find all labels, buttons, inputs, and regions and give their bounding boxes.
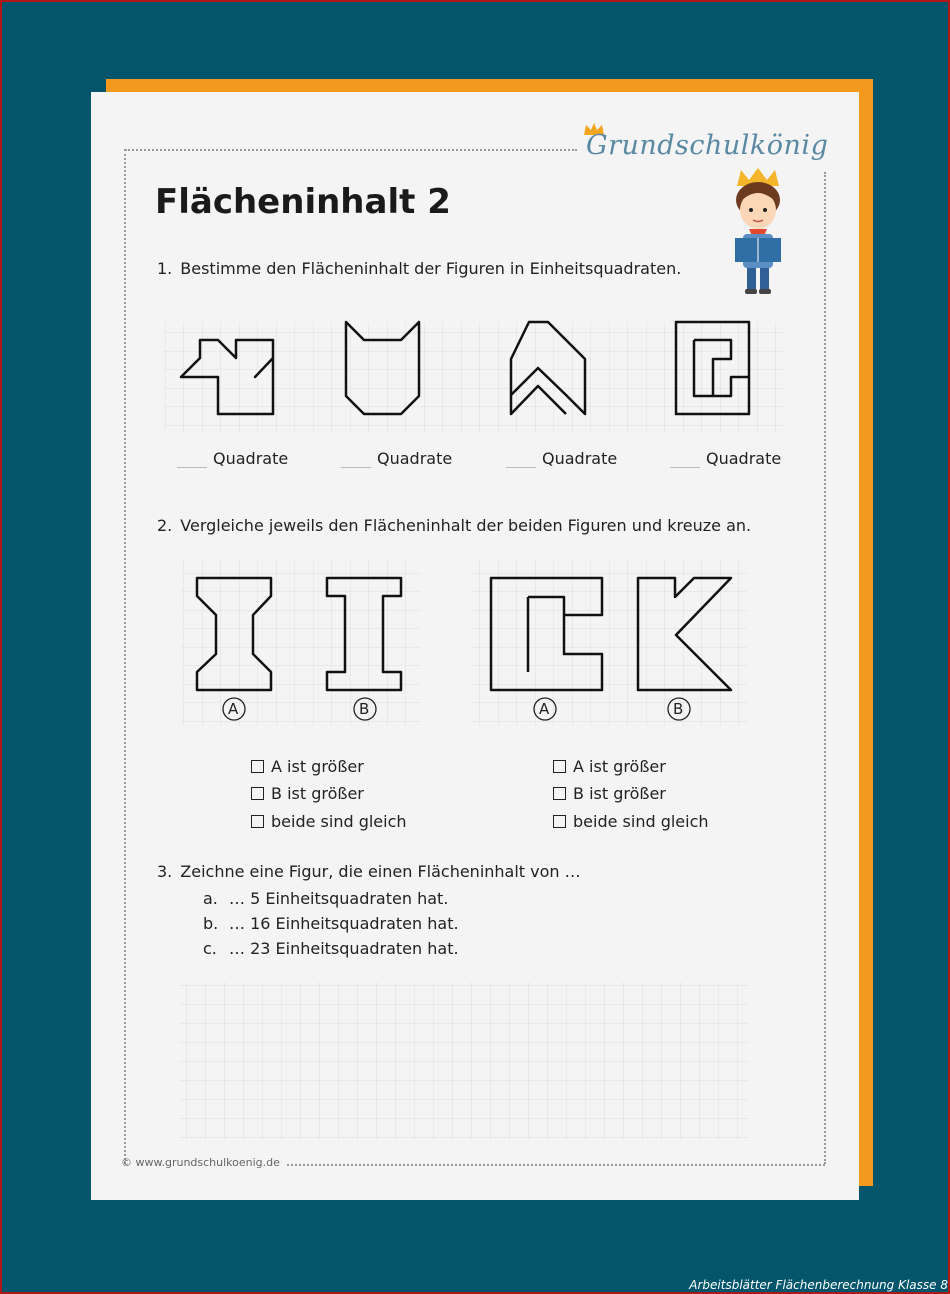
task-1-text: Bestimme den Flächeninhalt der Figuren in Einheitsquadraten. (180, 259, 682, 278)
task-1-number: 1. (157, 259, 173, 278)
task-2-number: 2. (157, 516, 173, 535)
brand-name: Grundschulkönig (586, 130, 829, 161)
task-3-item-b: b. … 16 Einheitsquadraten hat. (203, 914, 459, 933)
answer-label-4: Quadrate (706, 449, 782, 468)
pair-2-option-equal[interactable]: beide sind gleich (553, 812, 709, 831)
answer-label-3: Quadrate (542, 449, 618, 468)
task-3-text: Zeichne eine Figur, die einen Flächeninhalt von … (180, 862, 581, 881)
pair-1-option-b-bigger[interactable]: B ist größer (251, 784, 364, 803)
task-3-item-c: c. … 23 Einheitsquadraten hat. (203, 939, 459, 958)
footer-copyright: © www.grundschulkoenig.de (121, 1156, 280, 1169)
worksheet (91, 92, 859, 1200)
pair-2-option-a-bigger[interactable]: A ist größer (553, 757, 666, 776)
answer-label-1: Quadrate (213, 449, 289, 468)
task-3-number: 3. (157, 862, 173, 881)
pair-2-label-a: A (539, 700, 550, 718)
pair-1-option-equal[interactable]: beide sind gleich (251, 812, 407, 831)
answer-label-2: Quadrate (377, 449, 453, 468)
page-title: Flächeninhalt 2 (155, 182, 451, 222)
task-3-drawing-grid-area (91, 92, 859, 1200)
pair-1-label-a: A (228, 700, 239, 718)
task-3-item-a: a. … 5 Einheitsquadraten hat. (203, 889, 449, 908)
pair-2-label-b: B (673, 700, 684, 718)
task-3-drawing-grid (179, 982, 749, 1140)
task-2-text: Vergleiche jeweils den Flächeninhalt der beiden Figuren und kreuze an. (180, 516, 752, 535)
pair-2-option-b-bigger[interactable]: B ist größer (553, 784, 666, 803)
image-caption: Arbeitsblätter Flächenberechnung Klasse 8 (689, 1278, 948, 1292)
pair-1-label-b: B (359, 700, 370, 718)
pair-1-option-a-bigger[interactable]: A ist größer (251, 757, 364, 776)
